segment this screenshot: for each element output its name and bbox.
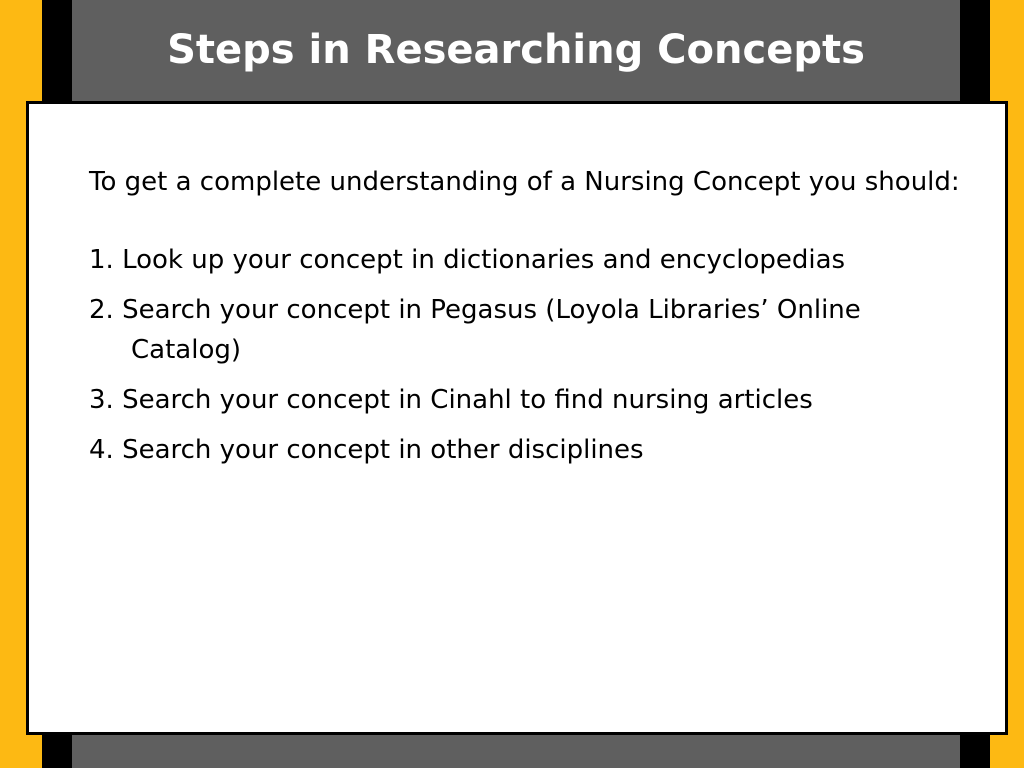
step-2: 2. Search your concept in Pegasus (Loyola Libraries’ Online Catalog) <box>89 295 861 365</box>
step-4: 4. Search your concept in other disciplines <box>89 435 644 465</box>
step-1: 1. Look up your concept in dictionaries and encyclopedias <box>89 245 846 275</box>
intro-paragraph: To get a complete understanding of a Nursing Concept you should: <box>89 167 960 197</box>
step-3: 3. Search your concept in Cinahl to find nursing articles <box>89 385 813 415</box>
content-text <box>89 162 969 480</box>
slide-title: Steps in Researching Concepts <box>167 27 865 73</box>
content-panel <box>26 101 1008 735</box>
